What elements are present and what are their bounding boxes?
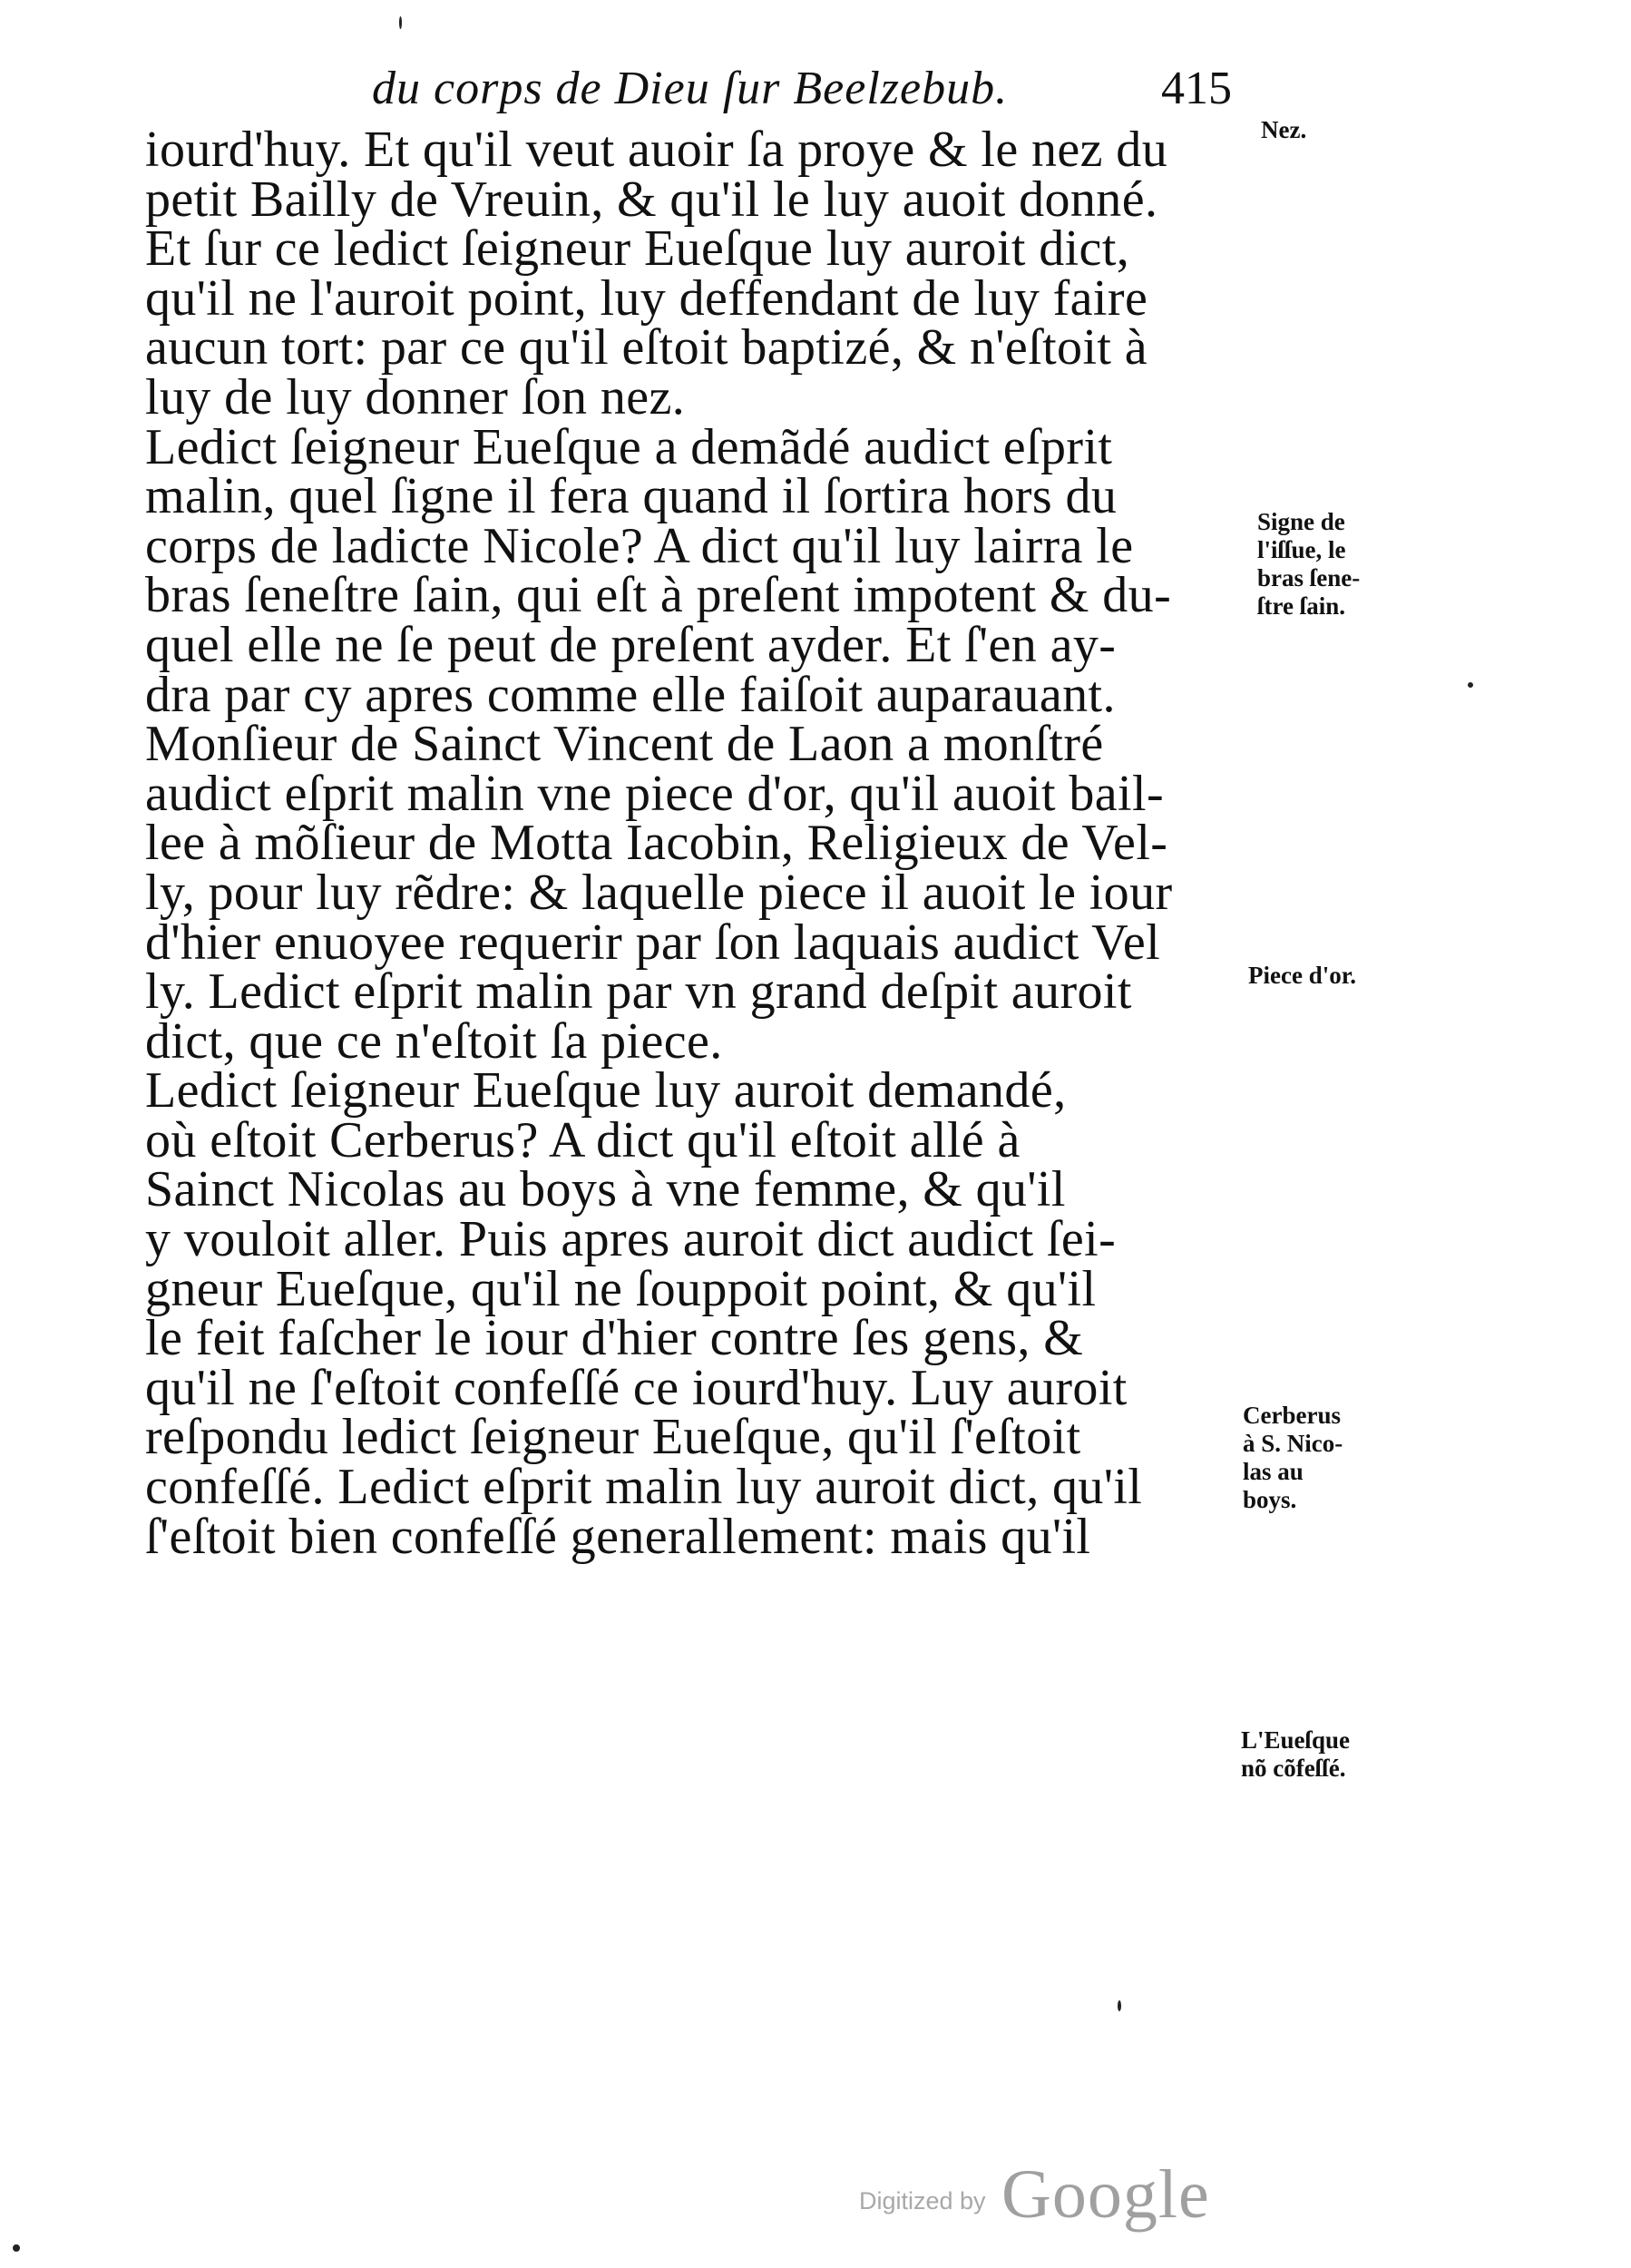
text-line: ſ'eſtoit bien confeſſé generallement: mais qu'il [145, 1508, 1091, 1565]
text-line: Ledict ſeigneur Eueſque a demãdé audict eſprit [145, 418, 1113, 475]
running-head [372, 53, 1232, 125]
text-line: petit Bailly de Vreuin, & qu'il le luy auoit donné. [145, 171, 1158, 228]
text-line: y vouloit aller. Puis apres auroit dict audict ſei- [145, 1211, 1117, 1268]
text-line: ly, pour luy rẽdre: & laquelle piece il auoit le iour [145, 864, 1173, 921]
text-line: malin, quel ſigne il fera quand il ſortira hors du [145, 468, 1118, 525]
text-line: reſpondu ledict ſeigneur Eueſque, qu'il ſ'eſtoit [145, 1409, 1081, 1466]
text-line: qu'il ne ſ'eſtoit confeſſé ce iourd'huy. Luy auroit [145, 1359, 1128, 1416]
text-line: iourd'huy. Et qu'il veut auoir ſa proye & le nez du [145, 122, 1168, 178]
margin-note-piece: Piece d'or. [1248, 962, 1356, 989]
text-line: bras ſeneſtre ſain, qui eſt à preſent impotent & du- [145, 567, 1172, 624]
text-line: d'hier enuoyee requerir par ſon laquais audict Vel [145, 914, 1161, 971]
text-line: dict, que ce n'eſtoit ſa piece. [145, 1012, 723, 1070]
margin-note-signe: Signe de l'iſſue, le bras ſene- ſtre ſain. [1257, 508, 1361, 620]
text-line: qu'il ne l'auroit point, luy deffendant de luy faire [145, 269, 1148, 327]
ink-speck [1118, 2000, 1121, 2011]
text-line: corps de ladicte Nicole? A dict qu'il luy lairra le [145, 517, 1134, 574]
ink-speck [399, 16, 402, 29]
text-line: le feit faſcher le iour d'hier contre ſes gens, & [145, 1310, 1084, 1367]
text-line: dra par cy apres comme elle faiſoit auparauant. [145, 666, 1116, 723]
body-text [145, 122, 1247, 1565]
text-line: Ledict ſeigneur Eueſque luy auroit demandé, [145, 1062, 1067, 1119]
text-line: audict eſprit malin vne piece d'or, qu'il auoit bail- [145, 765, 1165, 822]
text-line: Sainct Nicolas au boys à vne femme, & qu'il [145, 1161, 1066, 1218]
google-logo: Google [1001, 2156, 1210, 2233]
page-number: 415 [1161, 63, 1232, 114]
text-line: gneur Eueſque, qu'il ne ſouppoit point, & qu'il [145, 1260, 1097, 1317]
margin-note-nez: Nez. [1261, 116, 1307, 143]
text-line: confeſſé. Ledict eſprit malin luy auroit dict, qu'il [145, 1459, 1143, 1516]
ink-speck [13, 2244, 20, 2252]
text-line: luy de luy donner ſon nez. [145, 368, 686, 425]
running-title: du corps de Dieu ſur Beelzebub. [372, 63, 1009, 114]
text-line: où eſtoit Cerberus? A dict qu'il eſtoit allé à [145, 1111, 1021, 1168]
text-line: ly. Ledict eſprit malin par vn grand deſpit auroit [145, 963, 1132, 1021]
margin-note-euesque: L'Eueſque nõ cõfeſſé. [1241, 1726, 1351, 1782]
digitized-by-label: Digitized by [859, 2187, 986, 2214]
text-line: aucun tort: par ce qu'il eſtoit baptizé, & n'eſtoit à [145, 319, 1148, 376]
text-line: lee à mõſieur de Motta Iacobin, Religieux de Vel- [145, 815, 1168, 872]
text-line: Et ſur ce ledict ſeigneur Eueſque luy auroit dict, [145, 220, 1130, 278]
text-line: quel elle ne ſe peut de preſent ayder. Et ſ'en ay- [145, 616, 1117, 673]
ink-speck [1468, 682, 1473, 688]
text-line: Monſieur de Sainct Vincent de Laon a monſtré [145, 716, 1104, 773]
margin-note-cerberus: Cerberus à S. Nico- las au boys. [1243, 1402, 1343, 1513]
